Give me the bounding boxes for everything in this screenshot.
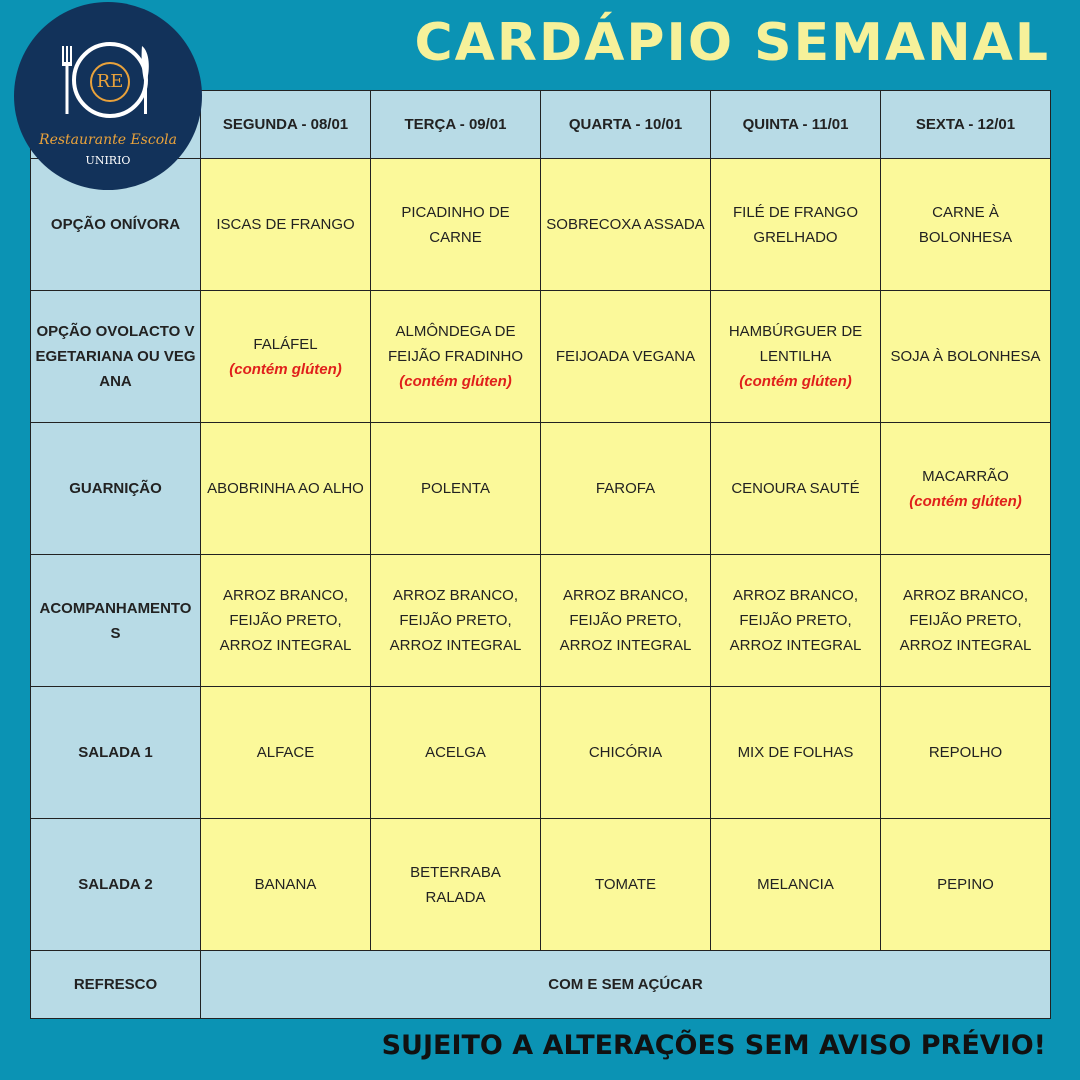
row-label: ACOMPANHAMENTOS bbox=[31, 555, 201, 687]
gluten-note: (contém glúten) bbox=[399, 373, 512, 390]
dish-name: PICADINHO DE CARNE bbox=[401, 203, 514, 246]
menu-cell bbox=[881, 819, 1051, 951]
day-header: SEGUNDA - 08/01 bbox=[201, 91, 371, 159]
menu-cell bbox=[711, 555, 881, 687]
dish-name: ALMÔNDEGA DE FEIJÃO FRADINHO bbox=[387, 323, 523, 365]
dish-name: ALFACE bbox=[256, 744, 315, 761]
menu-cell bbox=[371, 819, 541, 951]
dish-name: MIX DE FOLHAS bbox=[737, 744, 854, 761]
dish-name: ARROZ BRANCO, FEIJÃO PRETO, ARROZ INTEGRAL bbox=[899, 587, 1033, 654]
menu-row bbox=[31, 423, 1051, 555]
fork-icon bbox=[62, 46, 76, 116]
menu-cell bbox=[541, 159, 711, 291]
menu-cell bbox=[201, 423, 371, 555]
day-header: SEXTA - 12/01 bbox=[881, 91, 1051, 159]
restaurant-logo bbox=[14, 2, 202, 190]
menu-cell bbox=[711, 687, 881, 819]
gluten-note: (contém glúten) bbox=[229, 360, 342, 378]
logo-monogram: RE bbox=[90, 62, 130, 102]
logo-name: Restaurante Escola bbox=[39, 132, 177, 148]
menu-row bbox=[31, 819, 1051, 951]
dish-name: FALÁFEL bbox=[253, 335, 318, 353]
menu-cell bbox=[711, 159, 881, 291]
menu-cell bbox=[541, 819, 711, 951]
dish-name: TOMATE bbox=[594, 876, 657, 893]
menu-cell bbox=[881, 687, 1051, 819]
dish-name: PEPINO bbox=[937, 876, 994, 893]
menu-cell bbox=[881, 291, 1051, 423]
row-label: OPÇÃO OVOLACTO VEGETARIANA OU VEGANA bbox=[31, 291, 201, 423]
dish-name: CENOURA SAUTÉ bbox=[731, 480, 860, 497]
row-label: SALADA 1 bbox=[31, 687, 201, 819]
dish-name: SOJA À BOLONHESA bbox=[890, 348, 1041, 365]
dish-name: ARROZ BRANCO, FEIJÃO PRETO, ARROZ INTEGRAL bbox=[729, 587, 863, 654]
menu-cell bbox=[881, 423, 1051, 555]
menu-row bbox=[31, 687, 1051, 819]
knife-icon bbox=[140, 46, 154, 116]
menu-cell bbox=[541, 291, 711, 423]
dish-name: POLENTA bbox=[421, 480, 490, 497]
menu-cell bbox=[201, 819, 371, 951]
menu-cell bbox=[201, 159, 371, 291]
dish-name: CHICÓRIA bbox=[588, 744, 663, 761]
page-title: CARDÁPIO SEMANAL bbox=[414, 13, 1050, 73]
day-header: TERÇA - 09/01 bbox=[371, 91, 541, 159]
dish-name: HAMBÚRGUER DE LENTILHA bbox=[728, 323, 867, 365]
menu-cell bbox=[371, 159, 541, 291]
disclaimer: SUJEITO A ALTERAÇÕES SEM AVISO PRÉVIO! bbox=[381, 1030, 1046, 1061]
dish-name: ABOBRINHA AO ALHO bbox=[207, 480, 364, 497]
day-header: QUARTA - 10/01 bbox=[541, 91, 711, 159]
dish-name: ISCAS DE FRANGO bbox=[216, 216, 355, 233]
row-label: SALADA 2 bbox=[31, 819, 201, 951]
menu-row bbox=[31, 555, 1051, 687]
dish-name: ARROZ BRANCO, FEIJÃO PRETO, ARROZ INTEGRAL bbox=[389, 587, 523, 654]
dish-name: BANANA bbox=[254, 876, 317, 893]
menu-cell bbox=[541, 555, 711, 687]
menu-cell bbox=[201, 555, 371, 687]
menu-cell bbox=[371, 687, 541, 819]
menu-row bbox=[31, 159, 1051, 291]
day-header: QUINTA - 11/01 bbox=[711, 91, 881, 159]
menu-cell bbox=[201, 291, 371, 423]
menu-cell bbox=[711, 423, 881, 555]
logo-institution: UNIRIO bbox=[85, 154, 131, 167]
dish-name: ARROZ BRANCO, FEIJÃO PRETO, ARROZ INTEGRAL bbox=[219, 587, 353, 654]
menu-cell bbox=[371, 423, 541, 555]
dish-name: ACELGA bbox=[425, 744, 486, 761]
weekly-menu-table bbox=[30, 90, 1051, 1019]
menu-cell bbox=[371, 291, 541, 423]
menu-cell bbox=[711, 819, 881, 951]
row-label: OPÇÃO ONÍVORA bbox=[31, 159, 201, 291]
menu-cell bbox=[371, 555, 541, 687]
gluten-note: (contém glúten) bbox=[909, 492, 1022, 510]
menu-cell bbox=[541, 687, 711, 819]
gluten-note: (contém glúten) bbox=[739, 373, 852, 390]
row-label: GUARNIÇÃO bbox=[31, 423, 201, 555]
dish-name: FILÉ DE FRANGO GRELHADO bbox=[732, 203, 863, 246]
dish-name: REPOLHO bbox=[928, 744, 1003, 761]
menu-row bbox=[31, 291, 1051, 423]
menu-cell bbox=[881, 555, 1051, 687]
menu-cell bbox=[201, 687, 371, 819]
dish-name: FEIJOADA VEGANA bbox=[555, 348, 696, 365]
row-label: REFRESCO bbox=[31, 951, 201, 1019]
menu-cell bbox=[711, 291, 881, 423]
dish-name: SOBRECOXA ASSADA bbox=[546, 216, 705, 233]
dish-name: MELANCIA bbox=[757, 876, 834, 893]
dish-name: ARROZ BRANCO, FEIJÃO PRETO, ARROZ INTEGRAL bbox=[559, 587, 693, 654]
menu-cell bbox=[541, 423, 711, 555]
dish-name: CARNE À BOLONHESA bbox=[918, 203, 1013, 246]
dish-name: FAROFA bbox=[595, 480, 656, 497]
menu-cell bbox=[881, 159, 1051, 291]
dish-name: MACARRÃO bbox=[922, 467, 1009, 485]
refresco-value: COM E SEM AÇÚCAR bbox=[201, 951, 1051, 1019]
refresco-row bbox=[31, 951, 1051, 1019]
dish-name: BETERRABA RALADA bbox=[410, 863, 514, 906]
